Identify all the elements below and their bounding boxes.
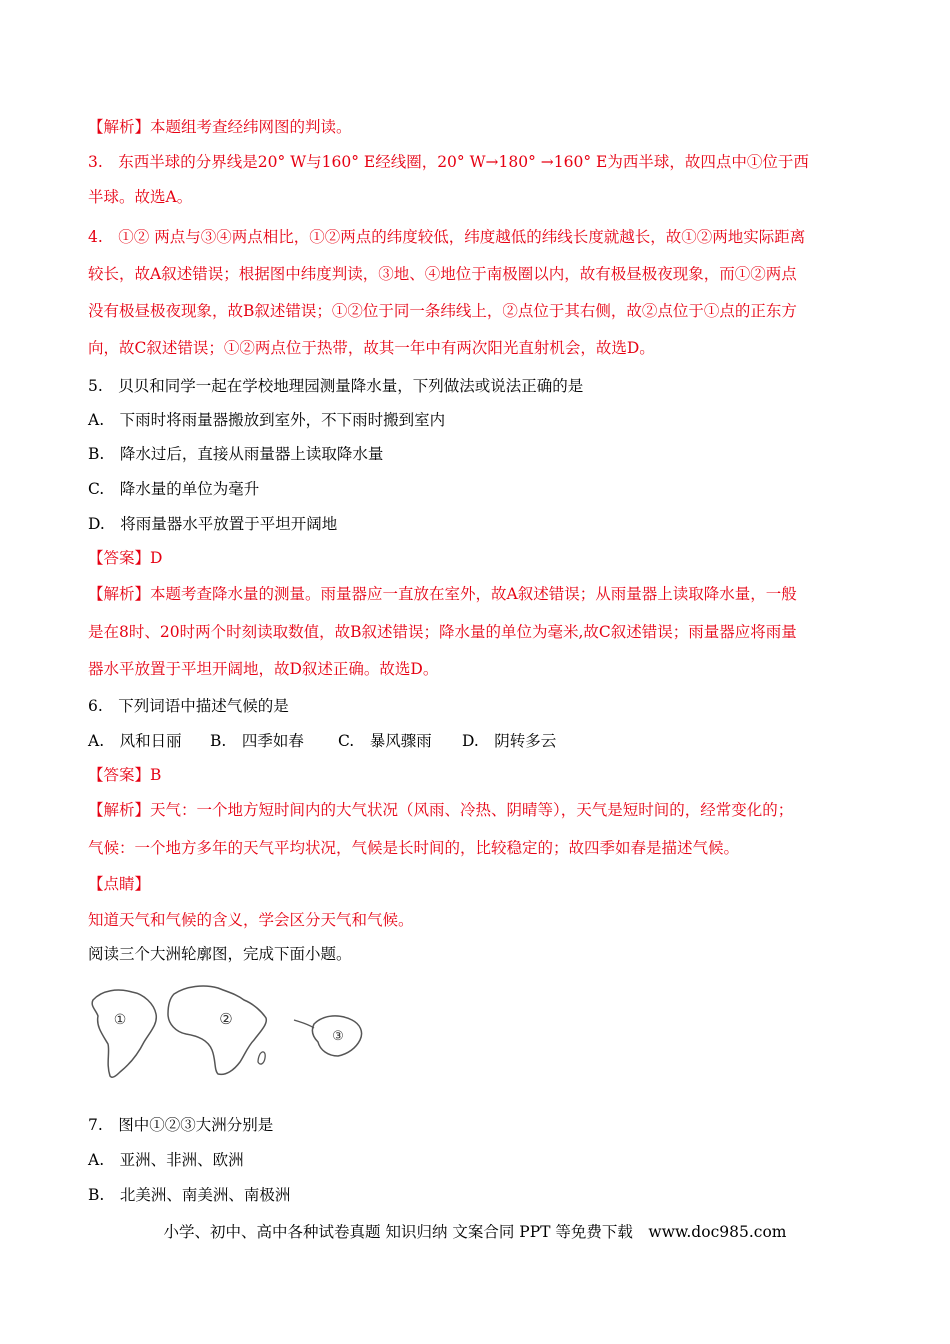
- analysis-tag: 【解析】: [88, 585, 151, 603]
- analysis-intro-text: 本题组考查经纬网图的判读。: [150, 118, 352, 136]
- q5-analysis-line: 是在8时、20时两个时刻读取数值，故B叙述错误；降水量的单位为毫米,故C叙述错误；雨量器应将雨量: [88, 623, 797, 641]
- map-label-3: ③: [332, 1029, 344, 1044]
- q3-4-analysis-intro: [88, 117, 878, 137]
- q5-option-d: D. 将雨量器水平放置于平坦开阔地: [88, 515, 338, 533]
- q3-analysis-line: 3. 东西半球的分界线是20° W与160° E经线圈，20° W→180° →160° E为西半球，故四点中①位于西: [88, 153, 809, 171]
- q6-tip-text: 知道天气和气候的含义，学会区分天气和气候。: [88, 911, 414, 929]
- continent-outline-1: [92, 990, 156, 1077]
- q7-option-b: B. 北美洲、南美洲、南极洲: [88, 1186, 291, 1204]
- map-intro: 阅读三个大洲轮廓图，完成下面小题。: [88, 945, 352, 963]
- map-label-1: ①: [113, 1012, 127, 1028]
- q6-options: [88, 731, 878, 751]
- analysis-tag: 【解析】: [88, 801, 151, 819]
- q5-stem: 5. 贝贝和同学一起在学校地理园测量降水量，下列做法或说法正确的是: [88, 377, 584, 395]
- continent-outline-2: [168, 986, 266, 1074]
- q5-analysis-line: 器水平放置于平坦开阔地，故D叙述正确。故选D。: [88, 660, 439, 678]
- q5-answer: 【答案】D: [88, 549, 163, 567]
- q3-analysis-line: 半球。故选A。: [88, 188, 193, 206]
- map-label-2: ②: [219, 1010, 233, 1028]
- q6-option-a: A. 风和日丽: [88, 732, 182, 750]
- q4-analysis-line: 较长，故A叙述错误；根据图中纬度判读，③地、④地位于南极圈以内，故有极昼极夜现象，而①②两点: [88, 265, 797, 283]
- q4-analysis-line: 向，故C叙述错误；①②两点位于热带，故其一年中有两次阳光直射机会，故选D。: [88, 339, 655, 357]
- madagascar-outline: [258, 1052, 265, 1064]
- q6-stem: 6. 下列词语中描述气候的是: [88, 697, 289, 715]
- q6-answer: 【答案】B: [88, 766, 162, 784]
- analysis-text: 本题考查降水量的测量。雨量器应一直放在室外，故A叙述错误；从雨量器上读取降水量，一般: [150, 585, 797, 603]
- continent-outline-svg: [88, 984, 388, 1084]
- q6-analysis-line: [88, 800, 878, 820]
- q4-analysis-line: 没有极昼极夜现象，故B叙述错误；①②位于同一条纬线上，②点位于其右侧，故②点位于①点的正东方: [88, 302, 797, 320]
- analysis-tag: 【解析】: [88, 118, 151, 136]
- continent-outline-maps: [88, 984, 388, 1084]
- q5-option-b: B. 降水过后，直接从雨量器上读取降水量: [88, 445, 384, 463]
- q5-option-a: A. 下雨时将雨量器搬放到室外，不下雨时搬到室内: [88, 411, 446, 429]
- q6-option-d: D. 阴转多云: [462, 732, 557, 750]
- q6-analysis-line: 气候：一个地方多年的天气平均状况，气候是长时间的，比较稳定的；故四季如春是描述气候。: [88, 839, 740, 857]
- q6-option-b: B. 四季如春: [210, 732, 304, 750]
- q6-option-c: C. 暴风骤雨: [338, 732, 432, 750]
- antarctic-peninsula-outline: [294, 1020, 314, 1028]
- q6-tip-tag: 【点睛】: [88, 875, 151, 893]
- analysis-text: 天气：一个地方短时间内的大气状况（风雨、冷热、阴晴等），天气是短时间的，经常变化的；: [150, 801, 794, 819]
- q7-stem: 7. 图中①②③大洲分别是: [88, 1116, 274, 1134]
- q4-analysis-line: 4. ①② 两点与③④两点相比，①②两点的纬度较低，纬度越低的纬线长度就越长，故①②两地实际距离: [88, 228, 806, 246]
- page-footer: 小学、初中、高中各种试卷真题 知识归纳 文案合同 PPT 等免费下载 www.doc985.com: [163, 1223, 787, 1241]
- q5-option-c: C. 降水量的单位为毫升: [88, 480, 260, 498]
- q7-option-a: A. 亚洲、非洲、欧洲: [88, 1151, 244, 1169]
- q5-analysis-line: [88, 584, 878, 604]
